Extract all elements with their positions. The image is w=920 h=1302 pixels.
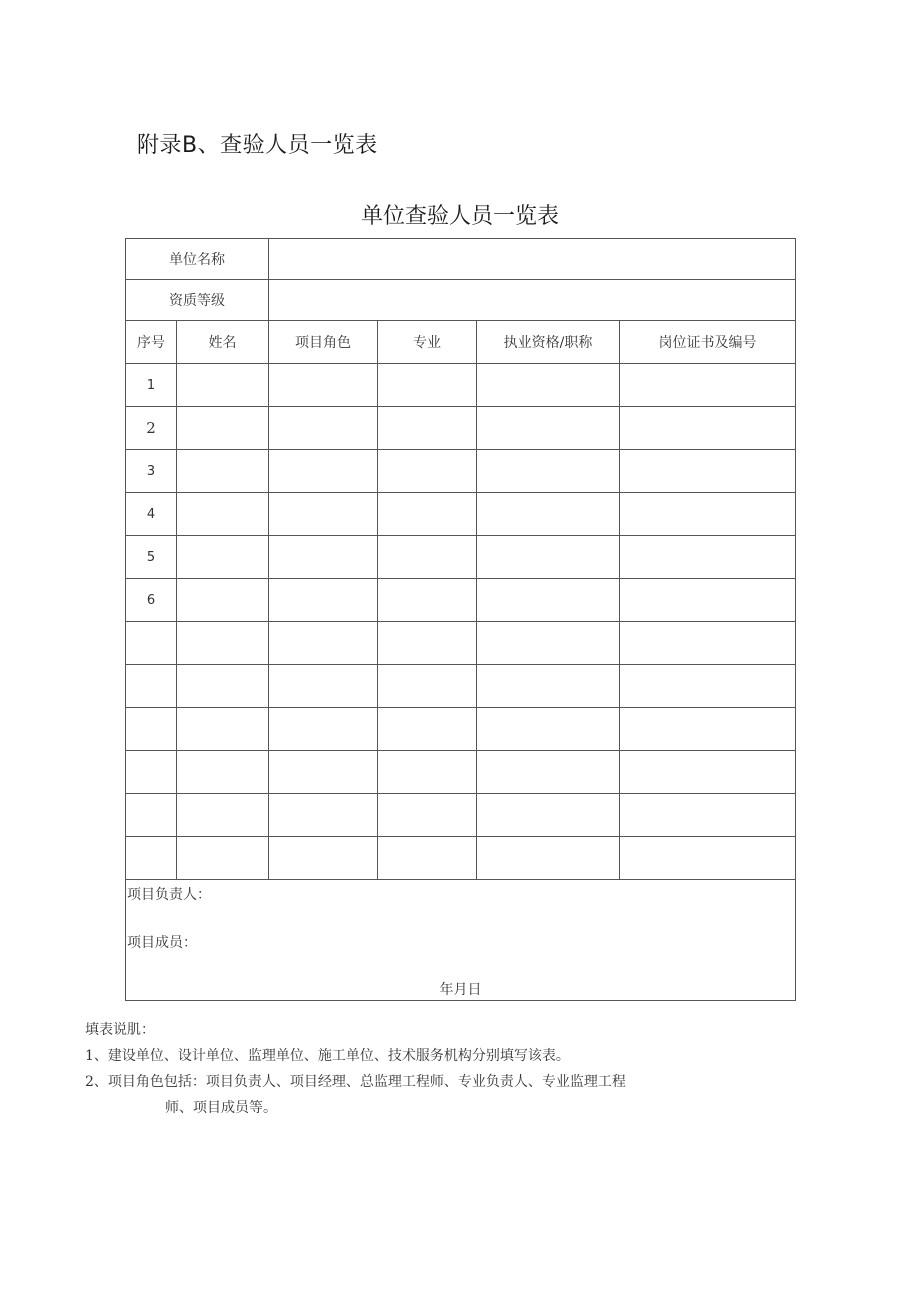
form-title: 单位查验人员一览表	[360, 204, 559, 229]
table-row	[126, 837, 796, 880]
certificate-cell[interactable]	[620, 794, 796, 837]
row-number: 1	[126, 364, 177, 407]
table-row	[126, 536, 796, 579]
personnel-table	[125, 238, 796, 1001]
column-header-role: 项目角色	[269, 321, 378, 364]
name-cell[interactable]	[177, 407, 269, 450]
qualification-cell[interactable]	[477, 751, 620, 794]
specialty-cell[interactable]	[378, 622, 477, 665]
role-cell[interactable]	[269, 837, 378, 880]
date-label: 年月日	[439, 982, 482, 998]
table-row	[126, 751, 796, 794]
qualification-label: 资质等级	[126, 280, 269, 321]
row-number: 2	[126, 407, 177, 450]
project-members-label: 项目成员：	[127, 935, 197, 951]
name-cell[interactable]	[177, 665, 269, 708]
role-cell[interactable]	[269, 407, 378, 450]
specialty-cell[interactable]	[378, 364, 477, 407]
qualification-field[interactable]	[269, 280, 796, 321]
certificate-cell[interactable]	[620, 450, 796, 493]
unit-name-row	[126, 239, 796, 280]
role-cell[interactable]	[269, 536, 378, 579]
row-number	[126, 794, 177, 837]
role-cell[interactable]	[269, 450, 378, 493]
specialty-cell[interactable]	[378, 837, 477, 880]
row-number: 4	[126, 493, 177, 536]
unit-name-label: 单位名称	[126, 239, 269, 280]
fill-instructions	[85, 1017, 626, 1121]
row-number: 5	[126, 536, 177, 579]
qualification-cell[interactable]	[477, 364, 620, 407]
row-number	[126, 708, 177, 751]
specialty-cell[interactable]	[378, 536, 477, 579]
table-row	[126, 665, 796, 708]
row-number	[126, 837, 177, 880]
specialty-cell[interactable]	[378, 407, 477, 450]
certificate-cell[interactable]	[620, 837, 796, 880]
specialty-cell[interactable]	[378, 450, 477, 493]
role-cell[interactable]	[269, 364, 378, 407]
name-cell[interactable]	[177, 536, 269, 579]
note-item-1: 1、建设单位、设计单位、监理单位、施工单位、技术服务机构分别填写该表。	[85, 1048, 570, 1064]
role-cell[interactable]	[269, 493, 378, 536]
qualification-cell[interactable]	[477, 837, 620, 880]
column-header-no: 序号	[126, 321, 177, 364]
role-cell[interactable]	[269, 622, 378, 665]
qualification-cell[interactable]	[477, 493, 620, 536]
specialty-cell[interactable]	[378, 493, 477, 536]
qualification-cell[interactable]	[477, 622, 620, 665]
row-number: 3	[126, 450, 177, 493]
table-row	[126, 407, 796, 450]
name-cell[interactable]	[177, 751, 269, 794]
row-number: 6	[126, 579, 177, 622]
specialty-cell[interactable]	[378, 794, 477, 837]
specialty-cell[interactable]	[378, 708, 477, 751]
certificate-cell[interactable]	[620, 407, 796, 450]
role-cell[interactable]	[269, 708, 378, 751]
certificate-cell[interactable]	[620, 751, 796, 794]
qualification-cell[interactable]	[477, 536, 620, 579]
qualification-row	[126, 280, 796, 321]
qualification-cell[interactable]	[477, 794, 620, 837]
qualification-cell[interactable]	[477, 450, 620, 493]
certificate-cell[interactable]	[620, 708, 796, 751]
unit-name-field[interactable]	[269, 239, 796, 280]
name-cell[interactable]	[177, 622, 269, 665]
table-header-row	[126, 321, 796, 364]
name-cell[interactable]	[177, 794, 269, 837]
qualification-cell[interactable]	[477, 407, 620, 450]
specialty-cell[interactable]	[378, 751, 477, 794]
column-header-name: 姓名	[177, 321, 269, 364]
specialty-cell[interactable]	[378, 579, 477, 622]
signature-row	[126, 880, 796, 1001]
qualification-cell[interactable]	[477, 708, 620, 751]
qualification-cell[interactable]	[477, 579, 620, 622]
name-cell[interactable]	[177, 708, 269, 751]
table-row	[126, 493, 796, 536]
table-row	[126, 794, 796, 837]
row-number	[126, 751, 177, 794]
certificate-cell[interactable]	[620, 665, 796, 708]
table-row	[126, 622, 796, 665]
certificate-cell[interactable]	[620, 364, 796, 407]
column-header-qualification: 执业资格/职称	[477, 321, 620, 364]
row-number	[126, 665, 177, 708]
role-cell[interactable]	[269, 579, 378, 622]
certificate-cell[interactable]	[620, 536, 796, 579]
name-cell[interactable]	[177, 493, 269, 536]
table-row	[126, 579, 796, 622]
column-header-certificate: 岗位证书及编号	[620, 321, 796, 364]
row-number	[126, 622, 177, 665]
role-cell[interactable]	[269, 751, 378, 794]
name-cell[interactable]	[177, 837, 269, 880]
appendix-title: 附录B、查验人员一览表	[137, 133, 378, 158]
table-row	[126, 708, 796, 751]
column-header-specialty: 专业	[378, 321, 477, 364]
name-cell[interactable]	[177, 579, 269, 622]
certificate-cell[interactable]	[620, 579, 796, 622]
qualification-cell[interactable]	[477, 665, 620, 708]
certificate-cell[interactable]	[620, 622, 796, 665]
table-row	[126, 364, 796, 407]
signature-area[interactable]	[126, 880, 796, 1001]
name-cell[interactable]	[177, 450, 269, 493]
name-cell[interactable]	[177, 364, 269, 407]
note-item-2: 2、项目角色包括：项目负责人、项目经理、总监理工程师、专业负责人、专业监理工程	[85, 1074, 626, 1090]
specialty-cell[interactable]	[378, 665, 477, 708]
notes-heading: 填表说肌：	[85, 1022, 155, 1038]
role-cell[interactable]	[269, 794, 378, 837]
table-row	[126, 450, 796, 493]
project-leader-label: 项目负责人：	[127, 887, 211, 903]
certificate-cell[interactable]	[620, 493, 796, 536]
note-item-2-continued: 师、项目成员等。	[165, 1100, 277, 1116]
role-cell[interactable]	[269, 665, 378, 708]
